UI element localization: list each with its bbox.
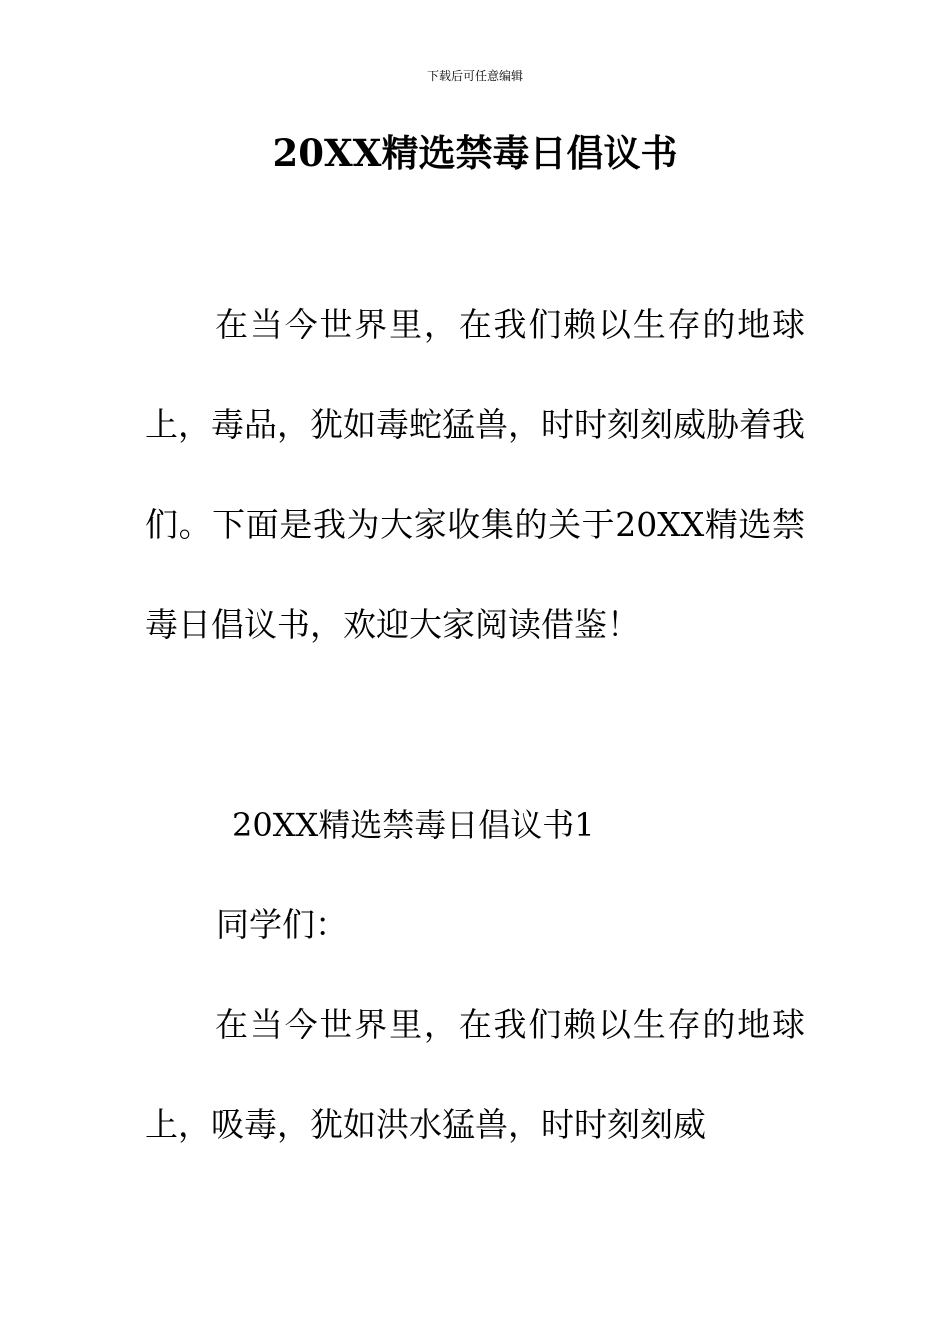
document-title: 20XX精选禁毒日倡议书 (272, 131, 678, 175)
section-heading: 20XX精选禁毒日倡议书1 (232, 806, 595, 844)
intro-paragraph: 在当今世界里，在我们赖以生存的地球上，毒品，犹如毒蛇猛兽，时时刻刻威胁着我们。下面是我为大家收集的关于20XX精选禁毒日倡议书，欢迎大家阅读借鉴！ (145, 305, 805, 644)
salutation: 同学们： (216, 905, 348, 944)
body-paragraph: 在当今世界里，在我们赖以生存的地球上，吸毒，犹如洪水猛兽，时时刻刻威 (145, 1005, 805, 1144)
header-note: 下载后可任意编辑 (426, 69, 523, 83)
